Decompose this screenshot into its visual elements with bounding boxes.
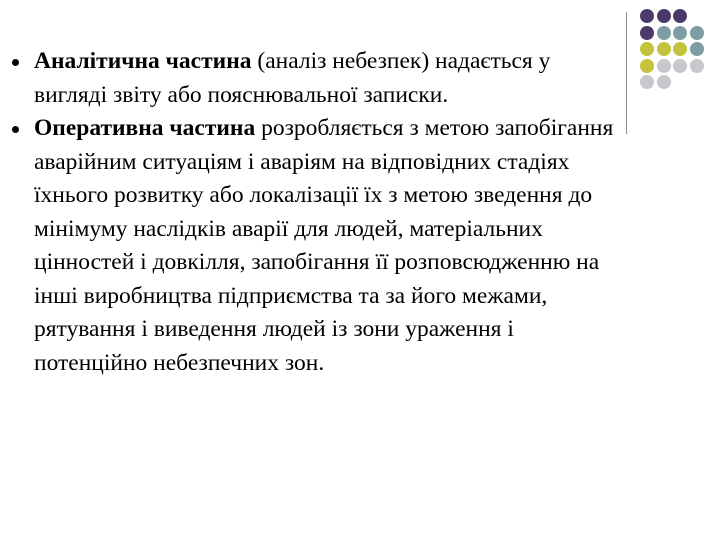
decorative-dot	[657, 42, 671, 56]
decorative-dot	[690, 26, 704, 40]
dot-spacer	[690, 9, 704, 23]
bullet-list	[12, 45, 617, 380]
bullet-term: Оперативна частина	[34, 115, 256, 141]
bullet-item-operational-part	[12, 112, 617, 380]
bullet-term: Аналітична частина	[34, 48, 252, 74]
decorative-dot	[657, 75, 671, 89]
decorative-dot	[673, 42, 687, 56]
bullet-icon	[12, 59, 19, 66]
decorative-dot	[640, 59, 654, 73]
decorative-dot	[640, 26, 654, 40]
decorative-dot	[657, 59, 671, 73]
bullet-text: розробляється з метою запобігання аварійним ситуаціям і аваріям на відповідних стадіях їхнього розвитку або локалізації їх з метою зведення до мінімуму наслідків аварії для людей, матеріальних цінностей і довкілля, запобігання її розповсюдженню на інші виробництва підприємства та за його межами, рятування і виведення людей із зони ураження і потенційно небезпечних зон.	[34, 115, 614, 376]
decorative-dot	[673, 59, 687, 73]
dot-spacer	[673, 75, 687, 89]
bullet-icon	[12, 126, 19, 133]
decorative-dot	[640, 75, 654, 89]
bullet-item-analytical-part	[12, 45, 617, 112]
decorative-dot	[690, 59, 704, 73]
decorative-dot-grid	[640, 9, 704, 89]
decorative-dot	[640, 42, 654, 56]
decorative-dot	[657, 9, 671, 23]
decorative-dot	[673, 26, 687, 40]
decorative-dot	[690, 42, 704, 56]
decorative-dot	[640, 9, 654, 23]
decorative-dot	[673, 9, 687, 23]
dot-spacer	[690, 75, 704, 89]
decorative-divider-line	[626, 12, 627, 134]
decorative-dot	[657, 26, 671, 40]
bullet-text: (аналіз небезпек) надається у вигляді звіту або пояснювальної записки.	[34, 48, 551, 108]
